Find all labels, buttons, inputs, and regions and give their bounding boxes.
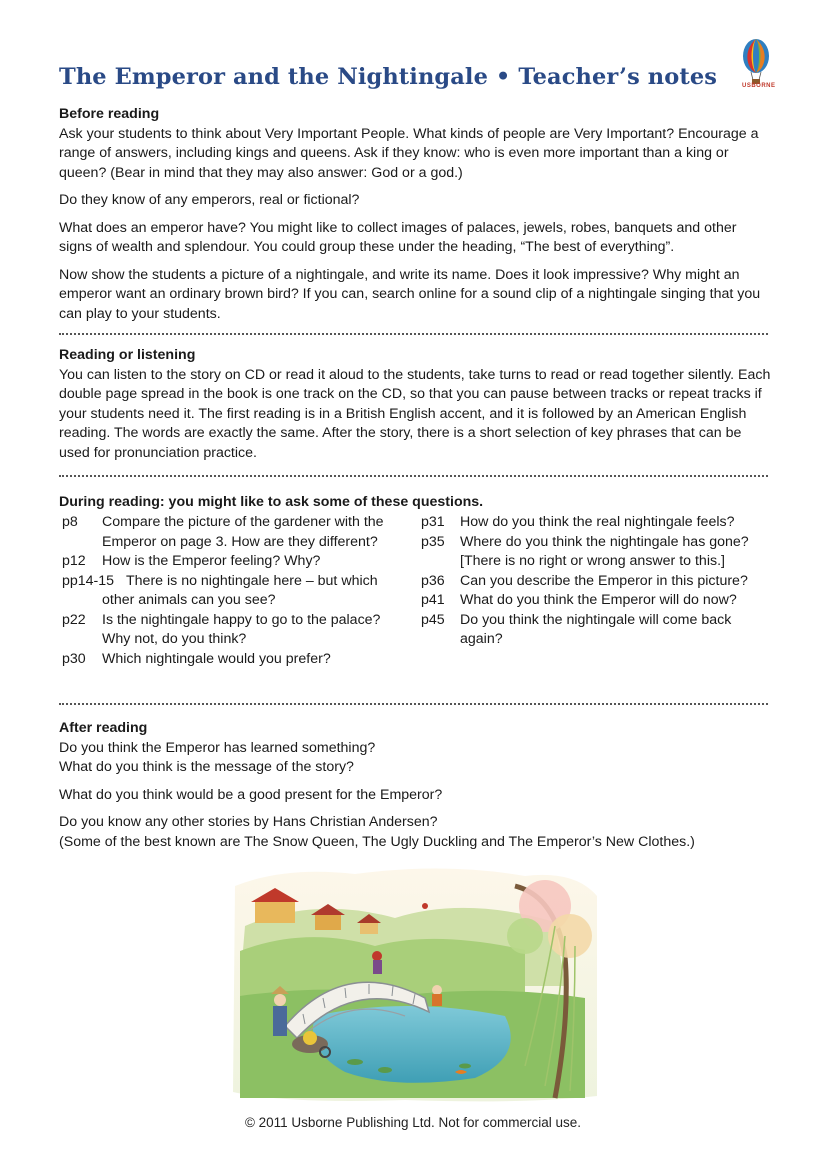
- page-ref: p22: [62, 611, 86, 628]
- paragraph: Do they know of any emperors, real or fictional?: [59, 192, 360, 208]
- page-ref: p8: [62, 514, 78, 530]
- page-ref: p45: [421, 611, 445, 628]
- page-ref: p35: [421, 533, 445, 550]
- question-item: [421, 572, 771, 592]
- section-heading: After reading: [59, 720, 148, 736]
- question-item: [62, 552, 407, 572]
- question-item: [62, 572, 407, 611]
- paragraph-line: Do you know any other stories by Hans Christian Andersen?: [59, 814, 438, 830]
- question-item: [421, 611, 771, 650]
- question-text: How is the Emperor feeling? Why?: [102, 553, 321, 569]
- dotted-divider: [59, 333, 768, 335]
- paragraph-line: What do you think is the message of the story?: [59, 759, 354, 775]
- garden-bridge-illustration: [225, 866, 603, 1104]
- question-text: Which nightingale would you prefer?: [102, 650, 331, 667]
- after-reading-section: [59, 719, 771, 852]
- question-item: [62, 513, 407, 552]
- question-item: [62, 611, 407, 650]
- page-ref: pp14-15: [62, 572, 115, 589]
- questions-left-column: [62, 513, 407, 669]
- question-text: How do you think the real nightingale feels?: [460, 514, 735, 530]
- logo-wordmark: USBORNE: [742, 83, 776, 89]
- paragraph: Now show the students a picture of a nightingale, and write its name. Does it look impressive? Why might an emperor want an ordinary brown bird? If you can, search online for a sound clip of a nightingale singing that you can play to your students.: [59, 266, 761, 322]
- question-text: What do you think the Emperor will do now?: [460, 592, 737, 608]
- question-item: [62, 650, 407, 670]
- question-text: There is no nightingale here – but which other animals can you see?: [102, 572, 378, 608]
- paragraph: You can listen to the story on CD or read it aloud to the students, take turns to read or read together silently. Each double page spread in the book is one track on the CD, so that you can pause between tracks or repeat tracks if your students need it. The first reading is in a British English accent, and it is followed by an American English reading. The words are exactly the same. After the story, there is a short selection of key phrases that can be used for pronunciation practice.: [59, 366, 771, 461]
- question-text: Can you describe the Emperor in this picture?: [460, 572, 748, 589]
- question-text: Compare the picture of the gardener with the Emperor on page 3. How are they different?: [102, 514, 384, 550]
- paragraph-line: Do you think the Emperor has learned something?: [59, 739, 376, 756]
- section-heading: Reading or listening: [59, 347, 196, 363]
- page-ref: p41: [421, 592, 445, 608]
- page-ref: p30: [62, 650, 86, 667]
- copyright-footer: © 2011 Usborne Publishing Ltd. Not for commercial use.: [244, 1115, 582, 1130]
- paragraph: Ask your students to think about Very Important People. What kinds of people are Very Important? Encourage a range of answers, including kings and queens. Ask if they know: who is even more important than a king or queen? (Bear in mind that they may also answer: God or a god.): [59, 125, 759, 181]
- paragraph: What does an emperor have? You might like to collect images of palaces, jewels, robes, banquets and other signs of wealth and splendour. You could group these under the heading, “The best of everything”.: [59, 219, 737, 255]
- paragraph-line: (Some of the best known are The Snow Queen, The Ugly Duckling and The Emperor’s New Clothes.): [59, 833, 695, 850]
- reading-section: [59, 346, 771, 471]
- questions-right-column: [421, 513, 771, 650]
- page-ref: p31: [421, 514, 445, 530]
- section-heading: During reading: you might like to ask some of these questions.: [59, 494, 484, 510]
- page-title: The Emperor and the Nightingale • Teacher’s notes: [59, 64, 718, 90]
- question-item: [421, 591, 771, 611]
- section-heading: Before reading: [59, 106, 160, 122]
- before-reading-section: [59, 105, 771, 332]
- dotted-divider: [59, 475, 768, 477]
- page-ref: p36: [421, 572, 445, 589]
- paragraph: What do you think would be a good present for the Emperor?: [59, 786, 443, 803]
- question-item: [421, 513, 771, 533]
- during-reading-section: [59, 493, 771, 513]
- dotted-divider: [59, 703, 768, 705]
- page-ref: p12: [62, 553, 86, 569]
- question-text: Where do you think the nightingale has gone? [There is no right or wrong answer to this.]: [460, 533, 749, 569]
- question-text: Is the nightingale happy to go to the palace? Why not, do you think?: [102, 611, 381, 647]
- question-item: [421, 533, 771, 572]
- question-text: Do you think the nightingale will come back again?: [460, 611, 732, 647]
